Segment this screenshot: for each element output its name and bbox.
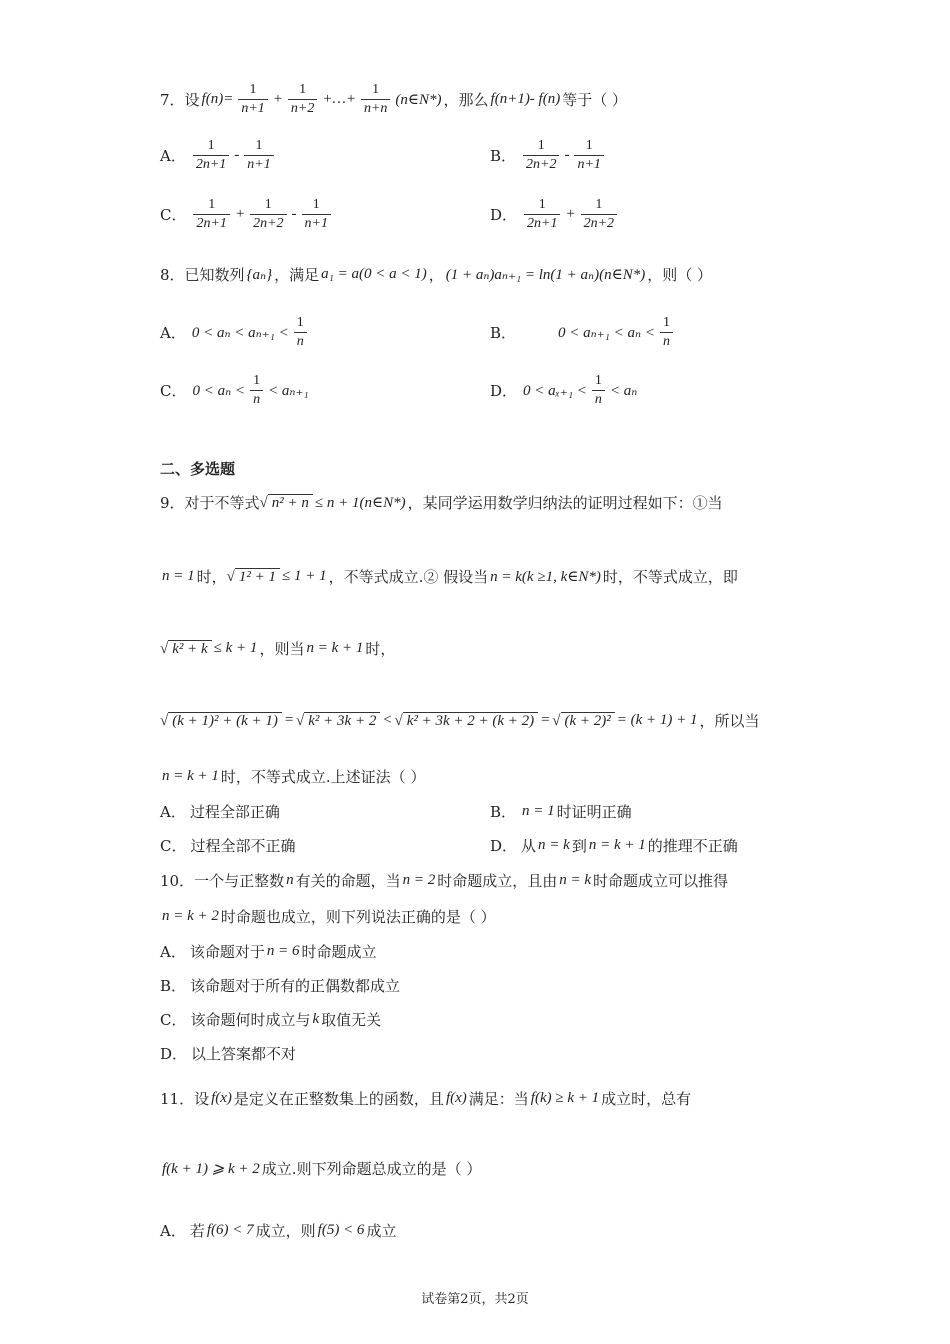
- q10-l1-m2: n = k: [559, 872, 592, 888]
- q8-c-expr-a: 0 < aₙ <: [192, 383, 246, 400]
- q9-line-3: [160, 638, 395, 659]
- q7-term-2: [288, 82, 317, 117]
- q9-line-4: [160, 710, 760, 731]
- q9-l4-b: <: [382, 712, 393, 728]
- q8-option-b[interactable]: [490, 315, 676, 350]
- q9-l3-b: ，则当: [259, 640, 305, 658]
- q9-option-c-text: 过程全部不正确: [190, 837, 296, 855]
- section-heading: 二、多选题: [160, 460, 236, 478]
- q9-l5-b: 时，不等式成立.上述证法（ ）: [220, 768, 426, 786]
- q8-option-a-label: A．: [160, 324, 186, 343]
- q8-cond2: (1 + aₙ)aₙ₊₁ = ln(1 + aₙ)(n∈N*): [445, 267, 646, 283]
- q8-option-c[interactable]: [160, 373, 311, 408]
- q9-l2-sqrt: √ 1² + 1: [227, 568, 280, 586]
- q9-option-b-label: B．: [490, 803, 517, 821]
- q8-option-c-label: C．: [160, 382, 187, 401]
- q7-option-c[interactable]: [160, 197, 334, 232]
- q8-b-n: 1: [662, 315, 670, 330]
- q9-l3-a: ≤ k + 1: [213, 640, 258, 656]
- q9-l3-d: 时，: [365, 640, 396, 658]
- q9-l5-a: n = k + 1: [162, 768, 219, 784]
- q9-l2-f: 时，不等式成立，即: [602, 568, 738, 586]
- q7-stem-text: 7．设: [160, 91, 200, 110]
- q9-option-a-text: 过程全部正确: [189, 803, 280, 821]
- q7-d-op: +: [565, 206, 576, 223]
- q7-c-frac-2: [250, 197, 286, 232]
- q10-option-b-label: B．: [160, 977, 187, 995]
- q10-option-c-text-b: 取值无关: [321, 1011, 382, 1029]
- q9-l4-rad4: (k + 2)²: [561, 712, 615, 730]
- q7-b-d1: 2n+2: [523, 155, 559, 173]
- q7-a-op: -: [234, 147, 240, 164]
- q9-l1-c: ，某同学运用数学归纳法的证明过程如下：①当: [407, 494, 723, 512]
- q7-c-n1: 1: [208, 197, 216, 212]
- q8-c-expr-b: < aₙ₊₁: [268, 383, 309, 400]
- q10-l2-m: n = k + 2: [162, 908, 219, 924]
- q7-f-expr: f(n)=: [201, 91, 234, 108]
- q11-option-a[interactable]: [160, 1220, 396, 1241]
- q9-l3-rad: k² + k: [168, 640, 211, 658]
- q9-option-a[interactable]: [160, 801, 280, 822]
- q7-b-frac-1: [523, 138, 559, 173]
- q9-option-d-label: D．: [490, 837, 518, 855]
- q10-l2-a: 时命题也成立，则下列说法正确的是（ ）: [220, 908, 496, 926]
- q8-a-d: n: [294, 332, 307, 350]
- q8-stem-a: 8．已知数列: [160, 266, 245, 284]
- q10-l1-a: 10．一个与正整数: [160, 872, 285, 890]
- q8-b-expr: 0 < aₙ₊₁ < aₙ <: [558, 325, 655, 342]
- q7-option-a[interactable]: [160, 138, 277, 173]
- q9-option-b-math: n = 1: [522, 803, 555, 819]
- q9-l4-rad1: (k + 1)² + (k + 1): [168, 712, 282, 730]
- q7-ellipsis: +…+: [322, 91, 356, 108]
- q7-d-d1: 2n+1: [524, 214, 560, 232]
- q9-l2-d: ，不等式成立.② 假设当: [328, 568, 489, 586]
- q8-d-expr-a: 0 < aₓ₊₁ <: [523, 383, 587, 400]
- q9-l4-sqrt-2: √ k² + 3k + 2: [296, 712, 380, 730]
- q11-line-2: [160, 1158, 481, 1179]
- q7-option-a-label: A．: [160, 147, 186, 166]
- q9-l4-sqrt-1: √ (k + 1)² + (k + 1): [160, 712, 282, 730]
- q9-option-b-text: 时证明正确: [556, 803, 632, 821]
- q11-line-1: [160, 1088, 691, 1109]
- q9-option-b[interactable]: [490, 801, 632, 822]
- q8-a-frac: [294, 315, 307, 350]
- q8-b-d: n: [660, 332, 673, 350]
- q9-line-5: [160, 766, 425, 787]
- q8-a-n: 1: [296, 315, 304, 330]
- q7-c-op1: +: [234, 206, 246, 223]
- q7-option-b[interactable]: [490, 138, 607, 173]
- q9-option-a-label: A．: [160, 803, 186, 821]
- q11-option-a-text-b: 成立，则: [255, 1222, 316, 1240]
- q7-c-op2: -: [291, 206, 297, 223]
- q9-l1-a: 9．对于不等式: [160, 494, 260, 512]
- q9-option-c[interactable]: [160, 835, 296, 856]
- q7-b-n1: 1: [537, 138, 545, 153]
- q11-l1-a: 11．设: [160, 1090, 210, 1108]
- q7-b-frac-2: [574, 138, 603, 173]
- q9-l2-b: 时，: [196, 568, 227, 586]
- q10-option-c-math: k: [312, 1011, 320, 1027]
- q7-a-d2: n+1: [244, 155, 273, 173]
- q10-l1-b: 有关的命题，当: [295, 872, 401, 890]
- q7-term-3-num: 1: [372, 82, 380, 97]
- q10-line-1: [160, 870, 728, 891]
- q10-l1-d: 时命题成立可以推得: [593, 872, 729, 890]
- q8-d-n: 1: [594, 373, 602, 388]
- q7-option-d-label: D．: [490, 206, 518, 225]
- q7-c-n2: 1: [264, 197, 272, 212]
- q9-l4-c: =: [540, 712, 551, 728]
- q7-term-3-den: n+n: [361, 99, 390, 117]
- q9-l1-rad: n² + n: [268, 494, 313, 512]
- q11-l1-d: 成立时，总有: [601, 1090, 692, 1108]
- q11-l1-fx: f(x): [211, 1090, 232, 1106]
- q9-l1-b: ≤ n + 1(n∈N*): [314, 495, 406, 511]
- q10-option-a-label: A．: [160, 943, 186, 961]
- q8-d-expr-b: < aₙ: [609, 383, 638, 400]
- q7-a-d1: 2n+1: [193, 155, 229, 173]
- q7-c-frac-1: [193, 197, 229, 232]
- q8-option-d-label: D．: [490, 382, 518, 401]
- q9-l4-rad3: k² + 3k + 2 + (k + 2): [403, 712, 538, 730]
- q10-option-c-text-a: 该命题何时成立与: [190, 1011, 311, 1029]
- q9-l2-a: n = 1: [162, 568, 195, 584]
- q7-b-d2: n+1: [574, 155, 603, 173]
- q9-line-1: [160, 492, 723, 513]
- q7-term-2-den: n+2: [288, 99, 317, 117]
- q7-a-frac-2: [244, 138, 273, 173]
- q8-seq: {aₙ}: [246, 267, 273, 283]
- q7-term-2-num: 1: [299, 82, 307, 97]
- q7-c-d1: 2n+1: [193, 214, 229, 232]
- q11-option-a-text-a: 若: [189, 1222, 205, 1240]
- q8-stem-c: ，则（ ）: [647, 266, 712, 284]
- q9-l4-d: = (k + 1) + 1: [616, 712, 698, 728]
- q11-option-a-math-1: f(6) < 7: [206, 1222, 254, 1238]
- q10-option-a[interactable]: [160, 941, 377, 962]
- q10-line-2: [160, 906, 496, 927]
- q7-term-3: [361, 82, 390, 117]
- q9-option-d[interactable]: [490, 835, 738, 856]
- q9-option-d-text-b: 到: [571, 837, 587, 855]
- q10-option-a-math: n = 6: [266, 943, 300, 959]
- q8-option-d[interactable]: [490, 373, 639, 408]
- q7-term-1-num: 1: [249, 82, 257, 97]
- q8-a-expr: 0 < aₙ < aₙ₊₁ <: [191, 325, 289, 342]
- q7-d-n1: 1: [538, 197, 546, 212]
- q7-c-d3: n+1: [302, 214, 331, 232]
- q11-option-a-label: A．: [160, 1222, 186, 1240]
- q10-l1-m: n = 2: [402, 872, 436, 888]
- q7-d-frac-2: [581, 197, 617, 232]
- q7-a-n2: 1: [255, 138, 263, 153]
- q7-a-frac-1: [193, 138, 229, 173]
- q9-option-d-text-c: 的推理不正确: [647, 837, 738, 855]
- q9-l4-rad2: k² + 3k + 2: [304, 712, 380, 730]
- q7-term-1-den: n+1: [238, 99, 267, 117]
- q10-option-b[interactable]: [160, 975, 400, 996]
- q7-b-n2: 1: [585, 138, 593, 153]
- q9-l4-sqrt-4: √ (k + 2)²: [552, 712, 615, 730]
- q11-l1-fx2: f(x): [445, 1090, 467, 1106]
- q7-option-b-label: B．: [490, 147, 517, 166]
- q8-d-frac: [592, 373, 605, 408]
- q7-b-op: -: [564, 147, 570, 164]
- q7-option-c-label: C．: [160, 206, 187, 225]
- q9-l4-e: ，所以当: [699, 712, 760, 730]
- q9-option-d-text-a: 从: [521, 837, 537, 855]
- q8-c-d: n: [250, 390, 263, 408]
- q7-diff: f(n+1)- f(n): [490, 91, 561, 108]
- q10-option-a-text-b: 时命题成立: [301, 943, 377, 961]
- q7-a-n1: 1: [207, 138, 215, 153]
- q11-l2-a: 成立.则下列命题总成立的是（ ）: [261, 1160, 482, 1178]
- q8-stem-b: ，满足: [274, 266, 320, 284]
- q11-option-a-text-c: 成立: [366, 1222, 397, 1240]
- q10-option-a-text-a: 该命题对于: [189, 943, 265, 961]
- q8-c-n: 1: [253, 373, 261, 388]
- q8-d-d: n: [592, 390, 605, 408]
- q10-l1-n: n: [286, 872, 294, 888]
- q7-d-frac-1: [524, 197, 560, 232]
- q9-l3-c: n = k + 1: [306, 640, 364, 656]
- q9-l2-c: ≤ 1 + 1: [282, 568, 327, 584]
- q10-option-c-label: C．: [160, 1011, 187, 1029]
- q9-line-2: [160, 566, 738, 587]
- q10-l1-c: 时命题成立，且由: [437, 872, 558, 890]
- q7-domain: (n∈N*): [395, 92, 442, 109]
- q10-option-c[interactable]: [160, 1009, 381, 1030]
- q9-l2-e: n = k(k ≥1, k∈N*): [490, 569, 601, 585]
- q9-l4-a: =: [283, 712, 295, 728]
- q11-l1-c: 满足：当: [468, 1090, 529, 1108]
- q10-option-d-label: D．: [160, 1045, 188, 1063]
- q9-l4-sqrt-3: √ k² + 3k + 2 + (k + 2): [394, 712, 538, 730]
- q9-option-d-math-a: n = k: [538, 837, 570, 853]
- q8-c-frac: [250, 373, 263, 408]
- q7-stem-c: 等于（ ）: [562, 91, 627, 110]
- q11-option-a-math-2: f(5) < 6: [317, 1222, 365, 1238]
- q7-d-n2: 1: [595, 197, 603, 212]
- q10-option-d[interactable]: [160, 1043, 296, 1064]
- q7-option-d[interactable]: [490, 197, 620, 232]
- q9-option-c-label: C．: [160, 837, 187, 855]
- q7-c-n3: 1: [312, 197, 320, 212]
- q7-c-frac-3: [302, 197, 331, 232]
- q9-l2-rad: 1² + 1: [235, 568, 280, 586]
- q11-l2-m: f(k + 1) ⩾ k + 2: [162, 1161, 260, 1177]
- q8-cond1: a₁ = a(0 < a < 1): [321, 266, 427, 282]
- q10-option-b-text: 该命题对于所有的正偶数都成立: [190, 977, 401, 995]
- q7-stem: 7．设 f(n)= $\frac{1}{n+1}$ + $\frac{1}{n+2}$ +…+ $\frac{1}{n+n}$ (n∈N*) ，那么 f(n+1)- f(n) 等于（ ）: [160, 82, 627, 117]
- q7-stem-b: ，那么: [443, 91, 489, 110]
- q11-l1-b: 是定义在正整数集上的函数，且: [233, 1090, 444, 1108]
- q9-l3-sqrt: √ k² + k: [160, 640, 212, 658]
- q11-l1-m: f(k) ≥ k + 1: [530, 1090, 600, 1106]
- q7-d-d2: 2n+2: [581, 214, 617, 232]
- q10-option-d-text: 以上答案都不对: [191, 1045, 297, 1063]
- q8-stem: [160, 264, 712, 285]
- page-footer: 试卷第2页，共2页: [421, 1292, 529, 1307]
- q7-term-1: [238, 82, 267, 117]
- q8-comma: ，: [428, 266, 444, 284]
- q8-b-frac: [660, 315, 673, 350]
- q9-l1-sqrt: √ n² + n: [260, 494, 313, 512]
- q8-option-b-label: B．: [490, 324, 517, 343]
- q8-option-a[interactable]: [160, 315, 310, 350]
- q9-option-d-math-b: n = k + 1: [588, 837, 646, 853]
- q7-c-d2: 2n+2: [250, 214, 286, 232]
